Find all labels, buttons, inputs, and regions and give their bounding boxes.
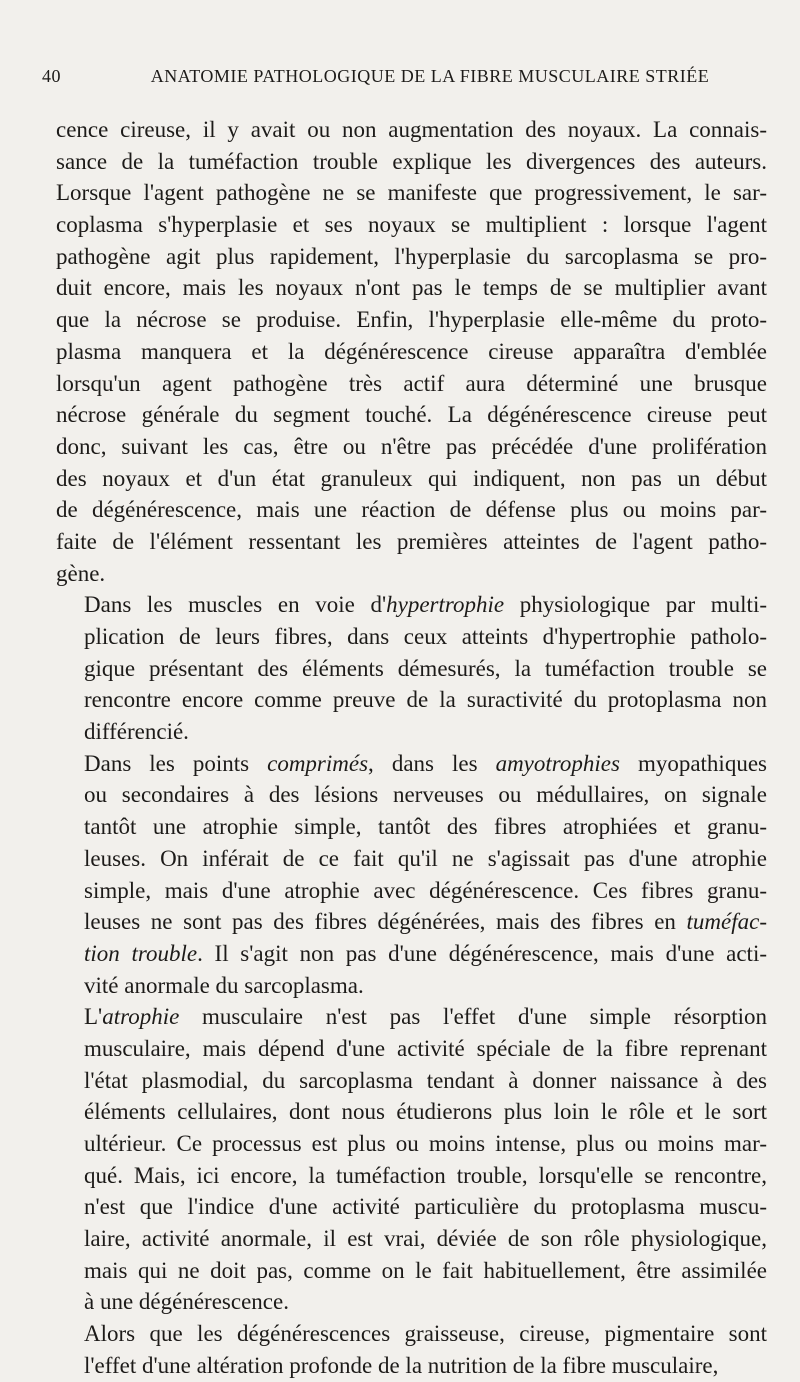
text-line: Dans les points comprimés, dans les amyotrophies myopathiques xyxy=(84,750,767,776)
text-line: donc, suivant les cas, être ou n'être pas précédée d'une prolifération xyxy=(56,433,767,459)
paragraph xyxy=(56,114,767,589)
paragraph xyxy=(56,748,767,1002)
text-line: Alors que les dégénérescences graisseuse, cireuse, pigmentaire sont xyxy=(84,1321,767,1347)
text-line: que la nécrose se produise. Enfin, l'hyperplasie elle-même du proto- xyxy=(56,307,767,333)
text-line: tion trouble. Il s'agit non pas d'une dégénérescence, mais d'une acti- xyxy=(84,940,767,966)
italic-term: tion trouble xyxy=(84,940,198,966)
italic-term: hypertrophie xyxy=(386,592,505,618)
text-line: faite de l'élément ressentant les premières atteintes de l'agent patho- xyxy=(56,528,767,554)
italic-term: comprimés xyxy=(267,750,369,776)
text-line: lorsqu'un agent pathogène très actif aura déterminé une brusque xyxy=(56,370,767,396)
text-line: ou secondaires à des lésions nerveuses ou médullaires, on signale xyxy=(84,782,767,808)
body-text xyxy=(56,114,767,1382)
italic-term: tuméfac- xyxy=(686,909,767,935)
text-line: des noyaux et d'un état granuleux qui indiquent, non pas un début xyxy=(56,465,767,491)
text-line: nécrose générale du segment touché. La dégénérescence cireuse peut xyxy=(56,402,767,428)
text-line: Dans les muscles en voie d'hypertrophie physiologique par multi- xyxy=(84,592,767,618)
text-line: l'état plasmodial, du sarcoplasma tendant à donner naissance à des xyxy=(84,1067,767,1093)
italic-term: amyotrophies xyxy=(495,750,620,776)
text-line: ultérieur. Ce processus est plus ou moins intense, plus ou moins mar- xyxy=(84,1131,767,1156)
text-line: Lorsque l'agent pathogène ne se manifeste que progressivement, le sar- xyxy=(56,180,767,206)
text-line: musculaire, mais dépend d'une activité spéciale de la fibre reprenant xyxy=(84,1035,767,1061)
text-line: plasma manquera et la dégénérescence cireuse apparaîtra d'emblée xyxy=(56,338,767,364)
paragraph xyxy=(56,1318,767,1381)
text-line: tantôt une atrophie simple, tantôt des fibres atrophiées et granu- xyxy=(84,814,767,840)
text-line: pathogène agit plus rapidement, l'hyperplasie du sarcoplasma se pro- xyxy=(56,243,767,269)
text-line: à une dégénérescence. xyxy=(84,1289,289,1315)
text-line: duit encore, mais les noyaux n'ont pas le temps de se multiplier avant xyxy=(56,275,767,301)
running-title: ANATOMIE PATHOLOGIQUE DE LA FIBRE MUSCULAIRE STRIÉE xyxy=(150,66,710,86)
paragraph xyxy=(56,589,767,747)
text-line: rencontre encore comme preuve de la suractivité du protoplasma non xyxy=(84,687,767,713)
text-line: mais qui ne doit pas, comme on le fait habituellement, être assimilée xyxy=(84,1257,767,1283)
text-line: gique présentant des éléments démesurés, la tuméfaction trouble se xyxy=(84,655,767,681)
text-line: gène. xyxy=(56,560,106,586)
text-line: qué. Mais, ici encore, la tuméfaction trouble, lorsqu'elle se rencontre, xyxy=(84,1162,767,1188)
text-line: L'atrophie musculaire n'est pas l'effet d'une simple résorption xyxy=(84,1004,767,1030)
text-line: l'effet d'une altération profonde de la nutrition de la fibre musculaire, xyxy=(84,1352,719,1378)
text-line: leuses. On inférait de ce fait qu'il ne s'agissait pas d'une atrophie xyxy=(84,845,767,871)
text-line: coplasma s'hyperplasie et ses noyaux se multiplient : lorsque l'agent xyxy=(56,212,767,238)
text-line: laire, activité anormale, il est vrai, déviée de son rôle physiologique, xyxy=(84,1226,767,1252)
text-line: sance de la tuméfaction trouble explique les divergences des auteurs. xyxy=(56,148,767,174)
text-line: simple, mais d'une atrophie avec dégénérescence. Ces fibres granu- xyxy=(84,877,767,903)
running-head xyxy=(42,66,762,96)
text-line: plication de leurs fibres, dans ceux atteints d'hypertrophie patholo- xyxy=(84,624,767,649)
text-line: vité anormale du sarcoplasma. xyxy=(84,972,364,998)
italic-term: atrophie xyxy=(102,1004,180,1030)
text-line: de dégénérescence, mais une réaction de défense plus ou moins par- xyxy=(56,497,767,523)
text-line: différencié. xyxy=(84,719,189,745)
text-line: éléments cellulaires, dont nous étudierons plus loin le rôle et le sort xyxy=(84,1099,767,1125)
page-number: 40 xyxy=(42,66,61,86)
paragraph xyxy=(56,1001,767,1318)
text-line: cence cireuse, il y avait ou non augmentation des noyaux. La connais- xyxy=(56,117,767,142)
text-line: n'est que l'indice d'une activité particulière du protoplasma muscu- xyxy=(84,1194,767,1220)
text-line: leuses ne sont pas des fibres dégénérées, mais des fibres en tuméfac- xyxy=(84,909,767,935)
